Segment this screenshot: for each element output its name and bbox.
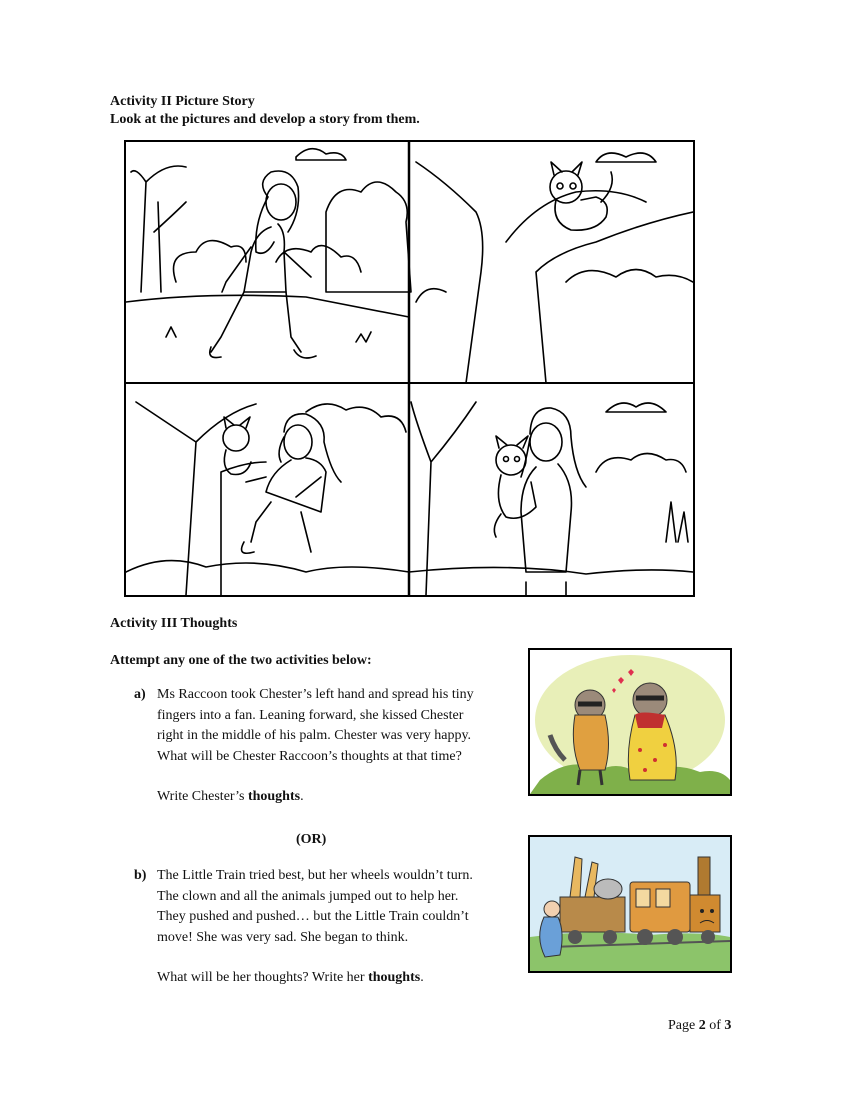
page-number [668,1016,731,1037]
item-b-prompt-end: . [420,970,424,985]
or-label: (OR) [296,832,327,847]
panel-4-girl-holding-cat [409,402,693,595]
item-a-letter: a) [134,687,146,702]
activity2-title: Activity II Picture Story [110,94,255,109]
panel-2-cat-in-tree [416,153,693,383]
item-b-line: The Little Train tried best, but her wheels wouldn’t turn. [157,868,473,883]
picture-story-illustration [126,142,693,595]
train-illustration [528,835,732,973]
item-b-letter: b) [134,868,147,883]
item-b-line: They pushed and pushed… but the Little Train couldn’t [157,909,469,924]
activity3-title: Activity III Thoughts [110,616,238,631]
item-b-line: move! She was very sad. She began to think. [157,929,409,945]
item-a-line: Ms Raccoon took Chester’s left hand and spread his tiny [157,687,474,702]
panel-1-girl-walking [126,149,411,358]
item-a-prompt [157,787,304,808]
page-word: Page [668,1018,699,1033]
panel-3-girl-climbing [126,402,409,595]
page-total: 3 [724,1018,732,1033]
item-a-line: What will be Chester Raccoon’s thoughts at that time? [157,748,462,764]
item-b-text [157,866,527,948]
picture-story-grid [124,140,695,597]
item-a-line: fingers into a fan. Leaning forward, she kissed Chester [157,707,464,723]
item-a-prompt-bold: thoughts [247,789,301,804]
activity2-instruction: Look at the pictures and develop a story from them. [110,112,420,127]
item-b-line: The clown and all the animals jumped out to help her. [157,888,459,904]
activity3-instruction: Attempt any one of the two activities below: [110,653,372,668]
item-b-prompt-text: What will be her thoughts? Write her [157,970,369,985]
item-b-prompt-bold: thoughts [368,970,421,985]
page-current: 2 [698,1018,706,1033]
item-a-prompt-text: Write Chester’s [157,789,248,804]
item-b-prompt [157,968,424,989]
item-a-prompt-end: . [300,789,304,804]
item-a-line: right in the middle of his palm. Chester was very happy. [157,728,472,743]
page-of-word: of [705,1018,725,1033]
item-a-text [157,685,527,767]
raccoon-illustration [528,648,732,796]
